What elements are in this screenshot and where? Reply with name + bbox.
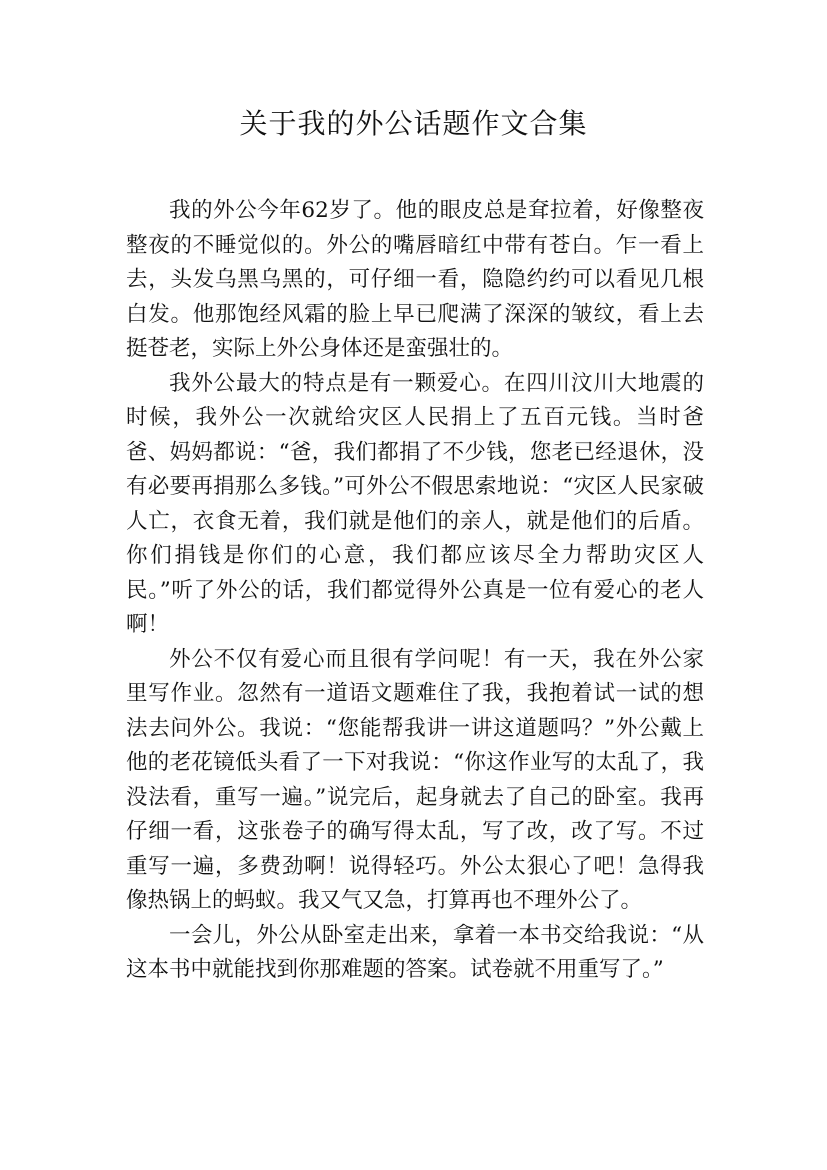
paragraph-1: 我的外公今年62岁了。他的眼皮总是耷拉着，好像整夜整夜的不睡觉似的。外公的嘴唇暗红中带有苍白。乍一看上去，头发乌黑乌黑的，可仔细一看，隐隐约约可以看见几根白发。他那饱经风霜的脸上早已爬满了深深的皱纹，看上去挺苍老，实际上外公身体还是蛮强壮的。 bbox=[126, 198, 704, 361]
document-title: 关于我的外公话题作文合集 bbox=[239, 107, 588, 140]
document-body bbox=[126, 194, 704, 988]
paragraph-3: 外公不仅有爱心而且很有学问呢！有一天，我在外公家里写作业。忽然有一道语文题难住了我，我抱着试一试的想法去问外公。我说：“您能帮我讲一讲这道题吗？”外公戴上他的老花镜低头看了一下对我说：“你这作业写的太乱了，我没法看，重写一遍。”说完后，起身就去了自己的卧室。我再仔细一看，这张卷子的确写得太乱，写了改，改了写。不过重写一遍，多费劲啊！说得轻巧。外公太狠心了吧！急得我像热锅上的蚂蚁。我又气又急，打算再也不理外公了。 bbox=[126, 646, 704, 913]
paragraph-2: 我外公最大的特点是有一颗爱心。在四川汶川大地震的时候，我外公一次就给灾区人民捐上了五百元钱。当时爸爸、妈妈都说：“爸，我们都捐了不少钱，您老已经退休，没有必要再捐那么多钱。”可外公不假思索地说：“灾区人民家破人亡，衣食无着，我们就是他们的亲人，就是他们的后盾。你们捐钱是你们的心意，我们都应该尽全力帮助灾区人民。”听了外公的话，我们都觉得外公真是一位有爱心的老人啊！ bbox=[126, 370, 704, 637]
paragraph-4: 一会儿，外公从卧室走出来，拿着一本书交给我说：“从这本书中就能找到你那难题的答案。试卷就不用重写了。” bbox=[126, 922, 704, 982]
